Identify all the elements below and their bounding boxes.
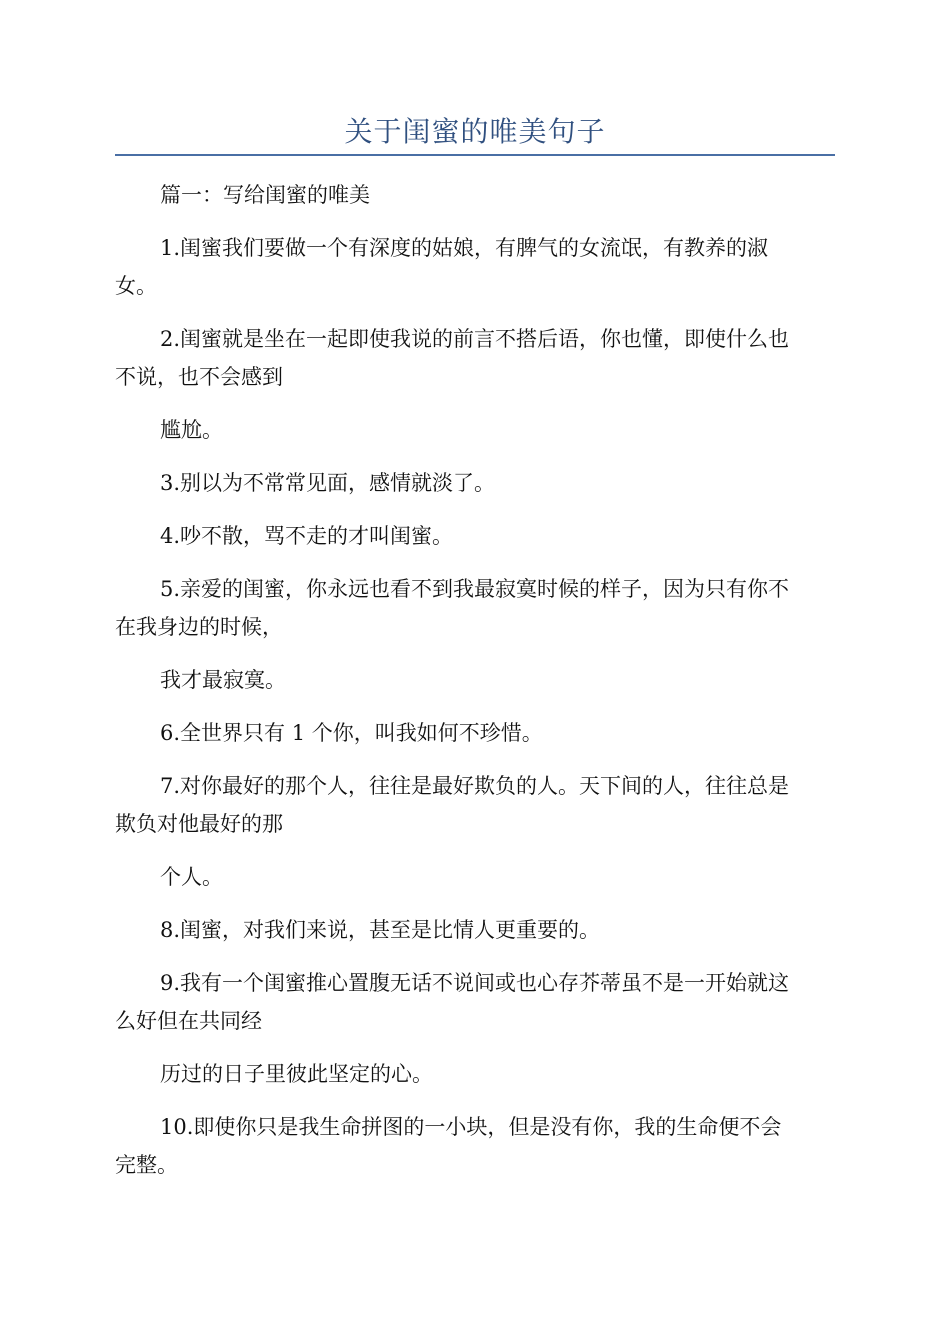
paragraph-line: 7.对你最好的那个人，往往是最好欺负的人。天下间的人，往往总是 [160,774,790,798]
paragraph-item-2 [115,320,835,396]
paragraph-section-heading [115,176,835,214]
paragraph-item-3 [115,464,835,502]
paragraph-line: 2.闺蜜就是坐在一起即使我说的前言不搭后语，你也懂，即使什么也 [160,327,790,351]
paragraph-line: 8.闺蜜，对我们来说，甚至是比情人更重要的。 [160,918,601,942]
paragraph-item-6 [115,714,835,752]
paragraph-item-5 [115,570,835,646]
paragraph-line: 6.全世界只有 1 个你，叫我如何不珍惜。 [160,721,543,745]
paragraph-item-7-continued [115,858,835,896]
paragraph-line: 尴尬。 [160,418,223,442]
paragraph-line: 3.别以为不常常见面，感情就淡了。 [160,471,496,495]
page-title: 关于闺蜜的唯美句子 [344,115,606,148]
paragraph-line: 在我身边的时候， [115,615,283,639]
paragraph-line: 么好但在共同经 [115,1009,262,1033]
paragraph-item-10 [115,1108,835,1184]
paragraph-line: 4.吵不散，骂不走的才叫闺蜜。 [160,524,454,548]
paragraph-item-7 [115,767,835,843]
paragraph-item-1 [115,229,835,305]
paragraph-item-5-continued [115,661,835,699]
paragraph-line: 个人。 [160,865,223,889]
paragraph-line: 完整。 [115,1153,178,1177]
paragraph-line: 10.即使你只是我生命拼图的一小块，但是没有你，我的生命便不会 [160,1115,782,1139]
paragraph-line: 不说，也不会感到 [115,365,283,389]
paragraph-line: 9.我有一个闺蜜推心置腹无话不说间或也心存芥蒂虽不是一开始就这 [160,971,790,995]
paragraph-item-2-continued [115,411,835,449]
paragraph-line: 我才最寂寞。 [160,668,286,692]
paragraph-item-9 [115,964,835,1040]
paragraph-item-9-continued [115,1055,835,1093]
paragraph-line: 历过的日子里彼此坚定的心。 [160,1062,433,1086]
paragraph-item-8 [115,911,835,949]
paragraph-line: 女。 [115,274,157,298]
paragraph-item-4 [115,517,835,555]
paragraph-line: 1.闺蜜我们要做一个有深度的姑娘，有脾气的女流氓，有教养的淑 [160,236,769,260]
document-body [115,176,835,1199]
title-underline [115,154,835,156]
paragraph-line: 5.亲爱的闺蜜，你永远也看不到我最寂寞时候的样子，因为只有你不 [160,577,790,601]
paragraph-line: 篇一：写给闺蜜的唯美 [160,183,370,207]
paragraph-line: 欺负对他最好的那 [115,812,283,836]
